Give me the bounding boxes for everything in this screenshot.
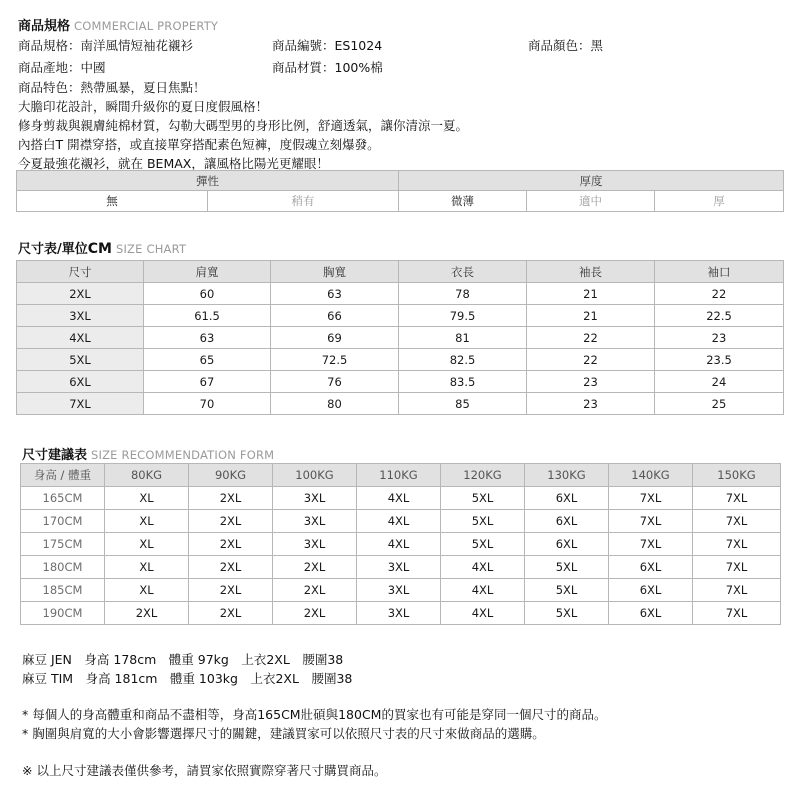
recommend-cell: 2XL [189, 579, 273, 602]
table-row [17, 393, 784, 415]
recommend-cell: XL [105, 510, 189, 533]
notes [22, 705, 606, 743]
size-cell: 85 [399, 393, 527, 415]
size-label-cell: 6XL [17, 371, 144, 393]
spec-name: 商品規格：南洋風情短袖花襯衫 [18, 38, 194, 53]
size-cell: 23 [527, 371, 655, 393]
recommend-cell: 3XL [273, 510, 357, 533]
recommend-header-cell: 140KG [609, 464, 693, 487]
table-row [21, 510, 781, 533]
height-cell: 180CM [21, 556, 105, 579]
size-header-cell: 衣長 [399, 261, 527, 283]
size-cell: 23.5 [655, 349, 784, 371]
size-cell: 70 [144, 393, 271, 415]
table-row [21, 533, 781, 556]
size-cell: 60 [144, 283, 271, 305]
height-cell: 165CM [21, 487, 105, 510]
thickness-option-thick: 厚 [655, 191, 784, 212]
recommend-cell: 6XL [609, 556, 693, 579]
recommendation-title-en: SIZE RECOMMENDATION FORM [91, 448, 275, 462]
size-label-cell: 5XL [17, 349, 144, 371]
recommendation-title: 尺寸建議表 [22, 448, 88, 463]
size-cell: 81 [399, 327, 527, 349]
recommend-cell: 5XL [441, 510, 525, 533]
table-row [21, 556, 781, 579]
recommend-cell: 5XL [441, 533, 525, 556]
recommend-cell: 3XL [357, 556, 441, 579]
recommend-cell: 4XL [441, 556, 525, 579]
recommend-cell: 2XL [189, 487, 273, 510]
size-cell: 25 [655, 393, 784, 415]
recommendation-heading [22, 444, 274, 463]
recommend-cell: 7XL [693, 533, 781, 556]
recommend-cell: 6XL [525, 510, 609, 533]
size-cell: 23 [655, 327, 784, 349]
table-row [17, 371, 784, 393]
note-line: * 每個人的身高體重和商品不盡相等，身高165CM壯碩與180CM的買家也有可能是穿同一個尺寸的商品。 [22, 707, 607, 722]
note-line: * 胸圍與肩寬的大小會影響選擇尺寸的關鍵，建議買家可以依照尺寸表的尺寸來做商品的選購。 [22, 726, 545, 741]
elasticity-option-slight: 稍有 [208, 191, 399, 212]
recommend-cell: XL [105, 487, 189, 510]
spec-color: 商品顏色：黑 [528, 38, 604, 53]
table-row [17, 305, 784, 327]
recommend-cell: 6XL [609, 602, 693, 625]
size-chart-unit: CM [87, 241, 112, 257]
recommend-cell: XL [105, 533, 189, 556]
table-row [17, 349, 784, 371]
size-cell: 21 [527, 305, 655, 327]
size-cell: 65 [144, 349, 271, 371]
recommend-cell: 3XL [357, 579, 441, 602]
recommend-header-cell: 150KG [693, 464, 781, 487]
recommend-cell: 7XL [609, 510, 693, 533]
size-chart-title: 尺寸表/單位 [18, 242, 88, 257]
spec-heading [18, 15, 218, 34]
recommend-cell: 4XL [357, 533, 441, 556]
size-cell: 79.5 [399, 305, 527, 327]
table-row [21, 602, 781, 625]
recommend-header-cell: 80KG [105, 464, 189, 487]
recommend-cell: 2XL [273, 579, 357, 602]
size-cell: 80 [271, 393, 399, 415]
recommend-cell: 5XL [525, 556, 609, 579]
recommend-cell: 2XL [189, 533, 273, 556]
table-row [17, 283, 784, 305]
recommend-cell: 2XL [273, 556, 357, 579]
recommend-cell: 7XL [693, 579, 781, 602]
recommend-cell: 2XL [189, 556, 273, 579]
size-cell: 69 [271, 327, 399, 349]
spec-material: 商品材質：100%棉 [272, 60, 383, 75]
model-info [22, 650, 352, 688]
size-cell: 83.5 [399, 371, 527, 393]
recommend-cell: 3XL [273, 487, 357, 510]
size-chart-heading [18, 238, 186, 257]
recommend-cell: 5XL [525, 602, 609, 625]
recommend-cell: 2XL [105, 602, 189, 625]
recommendation-table [20, 463, 781, 625]
recommend-cell: 4XL [357, 487, 441, 510]
height-cell: 190CM [21, 602, 105, 625]
size-cell: 78 [399, 283, 527, 305]
feature-line: 內搭白T 開襟穿搭，或直接單穿搭配素色短褲，度假魂立刻爆發。 [18, 137, 380, 152]
recommend-cell: 7XL [693, 487, 781, 510]
recommend-cell: 3XL [273, 533, 357, 556]
size-cell: 23 [527, 393, 655, 415]
feature-line: 商品特色：熱帶風暴，夏日焦點！ [18, 80, 206, 95]
model-line: 麻豆 TIM 身高 181cm 體重 103kg 上衣2XL 腰圍38 [22, 671, 353, 686]
size-chart-title-en: SIZE CHART [115, 242, 187, 256]
recommend-cell: 7XL [693, 510, 781, 533]
thickness-header: 厚度 [399, 171, 784, 191]
recommend-cell: XL [105, 556, 189, 579]
model-line: 麻豆 JEN 身高 178cm 體重 97kg 上衣2XL 腰圍38 [22, 652, 344, 667]
recommend-cell: 7XL [693, 556, 781, 579]
size-cell: 22 [527, 349, 655, 371]
size-label-cell: 3XL [17, 305, 144, 327]
size-cell: 63 [144, 327, 271, 349]
elasticity-option-none: 無 [17, 191, 208, 212]
spec-title-en: COMMERCIAL PROPERTY [74, 19, 219, 33]
size-cell: 67 [144, 371, 271, 393]
recommend-cell: 2XL [189, 510, 273, 533]
size-cell: 82.5 [399, 349, 527, 371]
table-row [17, 327, 784, 349]
recommend-cell: 2XL [273, 602, 357, 625]
recommend-cell: 6XL [525, 533, 609, 556]
recommend-cell: 7XL [609, 487, 693, 510]
size-cell: 24 [655, 371, 784, 393]
size-cell: 22 [527, 327, 655, 349]
thickness-option-medium: 適中 [527, 191, 655, 212]
recommend-cell: 3XL [357, 602, 441, 625]
size-cell: 63 [271, 283, 399, 305]
size-label-cell: 2XL [17, 283, 144, 305]
size-cell: 76 [271, 371, 399, 393]
size-header-cell: 袖口 [655, 261, 784, 283]
height-cell: 175CM [21, 533, 105, 556]
recommend-cell: 4XL [441, 602, 525, 625]
size-cell: 72.5 [271, 349, 399, 371]
table-row [21, 487, 781, 510]
recommend-cell: 5XL [441, 487, 525, 510]
recommend-cell: 4XL [357, 510, 441, 533]
height-cell: 170CM [21, 510, 105, 533]
size-label-cell: 7XL [17, 393, 144, 415]
recommend-header-cell: 130KG [525, 464, 609, 487]
height-cell: 185CM [21, 579, 105, 602]
spec-origin: 商品產地：中國 [18, 60, 106, 75]
size-cell: 22 [655, 283, 784, 305]
size-header-cell: 尺寸 [17, 261, 144, 283]
feature-line: 大膽印花設計，瞬間升級你的夏日度假風格！ [18, 99, 269, 114]
feature-line: 修身剪裁與親膚純棉材質，勾勒大碼型男的身形比例，舒適透氣，讓你清涼一夏。 [18, 118, 469, 133]
recommend-cell: 5XL [525, 579, 609, 602]
spec-code: 商品編號：ES1024 [272, 38, 383, 53]
size-cell: 22.5 [655, 305, 784, 327]
size-cell: 21 [527, 283, 655, 305]
feature-line: 今夏最強花襯衫，就在 BEMAX，讓風格比陽光更耀眼！ [18, 156, 329, 171]
footer-note: ※ 以上尺寸建議表僅供參考，請買家依照實際穿著尺寸購買商品。 [22, 763, 387, 778]
recommend-cell: 6XL [609, 579, 693, 602]
recommend-cell: 7XL [693, 602, 781, 625]
recommend-cell: 4XL [441, 579, 525, 602]
recommend-header-cell: 100KG [273, 464, 357, 487]
thickness-option-thin: 微薄 [399, 191, 527, 212]
recommend-header-cell: 身高 / 體重 [21, 464, 105, 487]
recommend-cell: 2XL [189, 602, 273, 625]
recommend-header-cell: 120KG [441, 464, 525, 487]
size-cell: 61.5 [144, 305, 271, 327]
table-row [21, 579, 781, 602]
size-header-cell: 胸寬 [271, 261, 399, 283]
recommend-cell: 7XL [609, 533, 693, 556]
feature-text [18, 78, 468, 173]
size-cell: 66 [271, 305, 399, 327]
size-header-cell: 肩寬 [144, 261, 271, 283]
recommend-cell: 6XL [525, 487, 609, 510]
size-label-cell: 4XL [17, 327, 144, 349]
recommend-cell: XL [105, 579, 189, 602]
attribute-table [16, 170, 784, 212]
size-chart-table [16, 260, 784, 415]
recommend-header-cell: 90KG [189, 464, 273, 487]
elasticity-header: 彈性 [17, 171, 399, 191]
spec-title: 商品規格 [18, 19, 71, 34]
size-header-cell: 袖長 [527, 261, 655, 283]
recommend-header-cell: 110KG [357, 464, 441, 487]
